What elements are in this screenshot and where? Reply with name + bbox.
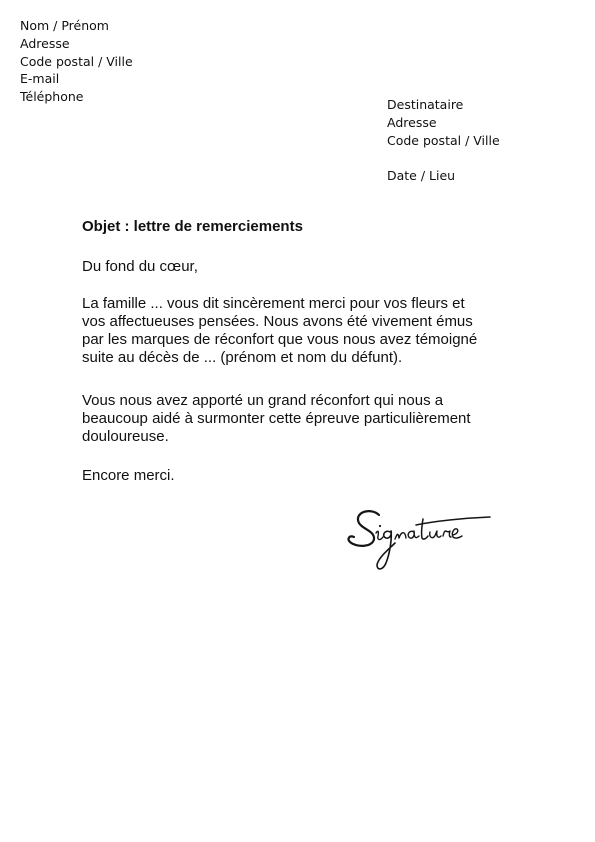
sender-name: Nom / Prénom: [20, 18, 109, 33]
paragraph-line: beaucoup aidé à surmonter cette épreuve particulièrement: [82, 410, 471, 427]
recipient-name: Destinataire: [387, 97, 464, 112]
sender-address: Adresse: [20, 35, 70, 51]
letter-paragraph-2: [82, 392, 552, 446]
paragraph-line: vos affectueuses pensées. Nous avons été vivement émus: [82, 313, 473, 330]
date-place: Date / Lieu: [387, 168, 456, 183]
sender-email: E-mail: [20, 71, 60, 87]
letter-subject: Objet : lettre de remerciements: [82, 218, 303, 235]
recipient-block: [387, 96, 500, 150]
sender-block: [20, 17, 133, 106]
paragraph-line: suite au décès de ... (prénom et nom du défunt).: [82, 349, 403, 366]
signature: [345, 505, 495, 577]
letter-greeting: Du fond du cœur,: [82, 258, 198, 275]
recipient-address: Adresse: [387, 115, 437, 130]
paragraph-line: douloureuse.: [82, 428, 169, 445]
paragraph-line: Vous nous avez apporté un grand réconfort qui nous a: [82, 392, 444, 409]
letter-paragraph-1: [82, 295, 552, 367]
recipient-postal-city: Code postal / Ville: [387, 133, 500, 148]
paragraph-line: La famille ... vous dit sincèrement merci pour vos fleurs et: [82, 295, 465, 312]
sender-postal-city: Code postal / Ville: [20, 53, 133, 69]
sender-phone: Téléphone: [20, 89, 84, 105]
paragraph-line: par les marques de réconfort que vous nous avez témoigné: [82, 331, 478, 348]
letter-closing: Encore merci.: [82, 467, 175, 484]
